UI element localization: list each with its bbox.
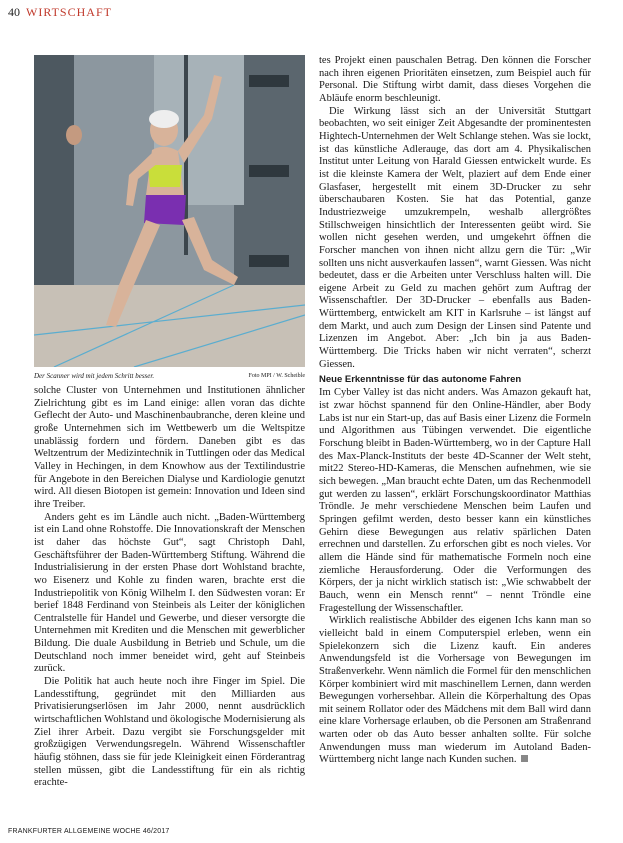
photo-credit: Foto MPI / W. Scheible	[248, 373, 305, 379]
right-paragraph: Die Wirkung lässt sich an der Universität Stuttgart beobachten, wo seit einiger Zeit Abgesandte der prominentesten Hightech-Unternehmen der Welt Schlange stehen. Was sie lockt, ist das künstliche Adlerauge, das dort am 4. Physikalischen Institut unter Leitung von Harald Giessen entwickelt wurde. Es ist die kleinste Kamera der Welt, plaziert auf dem Ende einer Glasfaser, hergestellt mit einem 3D-Drucker zu sehr überschaubaren Kosten. Sie hat das Potential, ganze Industriezweige umzukrempeln, weshalb allergrößtes Stillschweigen hinsichtlich der Interessenten geübt wird. Sie wollen nicht gesehen werden, und umgekehrt öffnen die Forscher manchen von ihnen nicht allzu gern die Tür: „Wir sollten uns nicht ausverkaufen lassen“, warnt Giessen. Was nicht bedeutet, dass er die Arbeiten unter Verschluss halten will. Die eigene Arbeit zu Geld zu machen gehört zum Auftrag der Wissenschaftler. Der 3D-Drucker – ebenfalls aus Baden-Württemberg, entwickelt am KIT in Karlsruhe – ist längst auf dem Markt, und auch zum Design der Linsen sind Patente und Lizenzen im Angebot. Aber: „Ich bin ja aus Baden-Württemberg. Die Tricks haben wir nicht verraten“, scherzt Giessen.	[319, 105, 591, 370]
end-of-article-icon	[521, 755, 528, 762]
caption-text: Der Scanner wird mit jedem Schritt besser.	[34, 372, 155, 380]
right-paragraph: tes Projekt einen pauschalen Betrag. Den können die Forscher nach ihren eigenen Prioritäten einsetzen, zum Beispiel auch für Personal. Die Stiftung wirbt damit, dass dieses Vorgehen die Abläufe enorm beschleunigt.	[319, 55, 591, 104]
left-paragraph: Die Politik hat auch heute noch ihre Finger im Spiel. Die Landesstiftung, gegründet mit den Milliarden aus Privatisierungserlösen im Jahr 2000, nennt ausdrücklich wirtschaftlichen Wohlstand und ökologische Modernisierung als Ziel ihrer Arbeit. Dazu vergibt sie Forschungsgelder mit großzügigen Verwendungsregeln. Während Wissenschaftler häufig stöhnen, dass sie für jede Kleinigkeit einen Förderantrag stellen müssen, gibt die Landesstiftung für ein als richtig erachte-	[34, 676, 305, 789]
right-paragraph-text: Wirklich realistische Abbilder des eigenen Ichs kann man so vielleicht bald in einem Computerspiel erleben, wenn ein Spielekonzern sich die Lizenz kauft. Ein anderes Anwendungsfeld ist die Vorhersage von Bewegungen im Straßenverkehr. Wenn nämlich die Formel für den menschlichen Körper kombiniert wird mit maschinellem Lernen, dann werden Bewegungen vorhersehbar. Allein die Körperhaltung des Opas mit seinem Rollator oder des Mädchens mit dem Ball wird dann eine klare Vorhersage erlauben, ob die Personen am Straßenrand warten oder ob das Auto besser anhalten sollte. Für solche Anwendungen muss man wiederum im Autoland Baden-Württemberg nicht lange nach Kunden suchen.	[319, 615, 591, 766]
issue-number: 46/2017	[142, 828, 170, 835]
left-column	[34, 385, 305, 790]
section-title: WIRTSCHAFT	[26, 5, 112, 19]
right-column	[319, 55, 591, 767]
publication-name: FRANKFURTER ALLGEMEINE WOCHE	[8, 828, 141, 835]
athlete-scanner-photo	[34, 55, 305, 367]
photo-illustration	[34, 55, 305, 367]
right-paragraph	[319, 615, 591, 767]
right-paragraph: Im Cyber Valley ist das nicht anders. Was Amazon gekauft hat, ist zwar höchst spannend für den Online-Händler, aber Body Labs ist nur ein Start-up, das auf Basis einer Lizenz die Formeln und Algorithmen aus Tübingen verwendet. Die eigentliche Forschung bleibt in Baden-Württemberg, wo in der Capture Hall des Max-Planck-Instituts der beste 4D-Scanner der Welt steht, mit22 Stereo-HD-Kameras, die Menschen aufnehmen, wie sie sich bewegen. „Man braucht echte Daten, um das Rechenmodell gut werden zu lassen“, erklärt Forschungskoordinator Matthias Tröndle. Je mehr verschiedene Menschen beim Laufen und Springen gefilmt werden, desto besser kann ein künstliches Gehirn diese Bewegungen aus relativ spärlichen Daten errechnen und darstellen. Zu erforschen gibt es noch vieles. Vor allem die Hände sind für mathematische Formeln noch eine ziemliche Herausforderung. Oder die Verformungen des Körpers, der ja nicht wirklich statisch ist: „Wie schwabbelt der Bauch, wenn ein Mensch rennt“ – nennt Tröndle eine Fragestellung der Wissenschaftler.	[319, 387, 591, 614]
page-header	[8, 5, 112, 19]
subheading: Neue Erkenntnisse für das autonome Fahren	[319, 374, 522, 386]
page-number: 40	[8, 5, 20, 19]
page-footer	[8, 827, 170, 837]
left-paragraph: Anders geht es im Ländle auch nicht. „Baden-Württemberg ist ein Land ohne Rohstoffe. Die Innovationskraft der Menschen ist daher das höchste Gut“, sagt Christoph Dahl, Geschäftsführer der Baden-Württemberg Stiftung. Während die Industrialisierung in der ersten Phase dort Wohlstand brachte, wo Eisenerz und Kohle zu finden waren, brachte erst die Industriepolitik von König Wilhelm I. den Südwesten voran: Er berief 1848 Ferdinand von Steinbeis als Leiter der königlichen Centralstelle für Handel und Gewerbe, und dieser versorgte die Unternehmen mit Krediten und die Menschen mit gewerblicher Bildung. Die duale Ausbildung in Betrieb und Schule, um die Deutschland noch immer beneidet wird, geht auf Steinbeis zurück.	[34, 511, 305, 675]
left-paragraph: solche Cluster von Unternehmen und Institutionen ähnlicher Zielrichtung gibt es im Land einige: allen voran das dichte Geflecht der Auto- und Maschinenbaubranche, deren kleine und große Unternehmen sich im Wettbewerb um die Weltspitze unablässig fordern und fördern. Daneben gibt es das Weltzentrum der Medizintechnik in Tuttlingen oder das Medical Valley in Hechingen, in dem Knowhow aus der Textilindustrie für Angebote in den Bereichen Dialyse und Kardiologie genutzt wird. All diesen Biotopen ist gemein: Innovation und Ideen sind ihre Treiber.	[34, 385, 305, 510]
photo-caption	[34, 370, 305, 382]
